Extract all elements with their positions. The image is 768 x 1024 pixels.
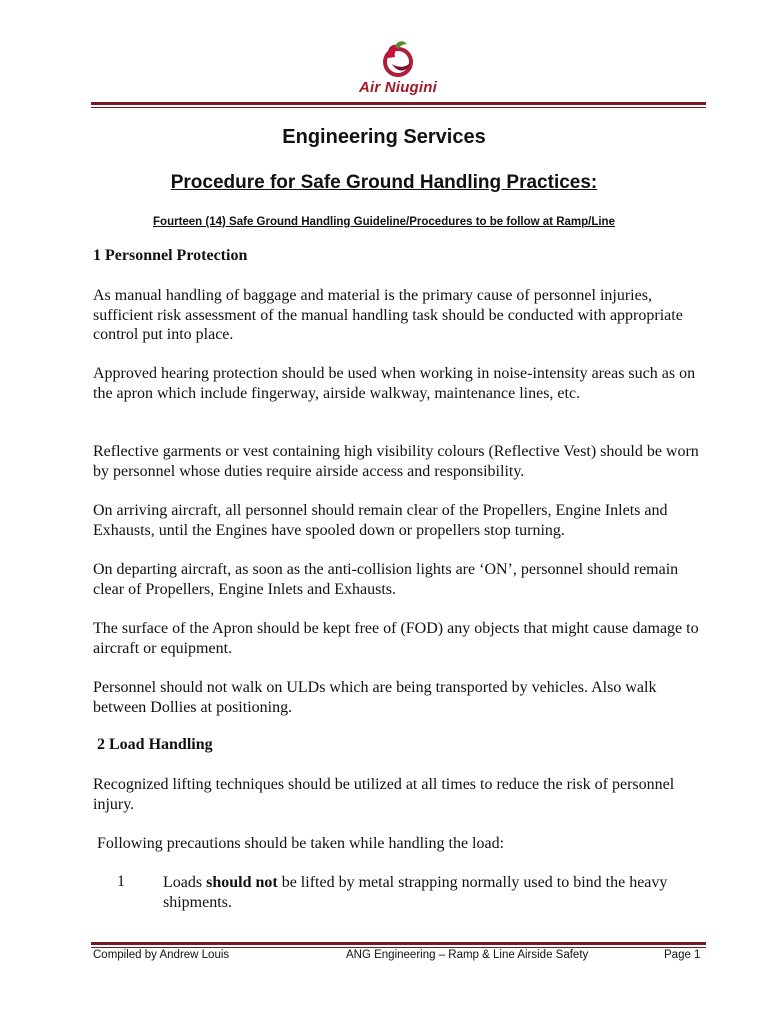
page-title: Engineering Services [282,126,486,148]
guideline-subtitle: Fourteen (14) Safe Ground Handling Guideline/Procedures to be follow at Ramp/Line [153,216,615,228]
footer-author: Compiled by Andrew Louis [93,949,230,961]
air-niugini-logo [340,38,450,102]
paragraph-ulds: Personnel should not walk on ULDs which are being transported by vehicles. Also walk between Dollies at positioning. [93,679,657,716]
section-heading-load-handling: 2 Load Handling [97,736,213,753]
paragraph-arriving-aircraft: On arriving aircraft, all personnel should remain clear of the Propellers, Engine Inlets and Exhausts, until the Engines have spooled down or propellers stop turning. [93,502,668,539]
paragraph-manual-handling: As manual handling of baggage and material is the primary cause of personnel injuries, sufficient risk assessment of the manual handling task should be conducted with appropriate control put into place. [93,287,683,343]
list-item-emphasis: should not [206,874,278,891]
footer-divider [91,942,706,948]
paragraph-hearing-protection: Approved hearing protection should be used when working in noise-intensity areas such as on the apron which include fingerway, airside walkway, maintenance lines, etc. [93,365,696,402]
section-heading-personnel: 1 Personnel Protection [93,247,248,264]
list-item-text-start: Loads [163,874,207,891]
paragraph-lifting-techniques: Recognized lifting techniques should be utilized at all times to reduce the risk of personnel injury. [93,776,675,813]
header-divider [91,102,706,108]
footer-page-number: Page 1 [664,949,701,961]
paragraph-apron-fod: The surface of the Apron should be kept free of (FOD) any objects that might cause damage to aircraft or equipment. [93,620,699,657]
footer-document-title: ANG Engineering – Ramp & Line Airside Safety [346,949,589,961]
paragraph-reflective-vest: Reflective garments or vest containing high visibility colours (Reflective Vest) should be worn by personnel whose duties require airside access and responsibility. [93,443,699,480]
list-item-text [163,873,708,912]
bird-of-paradise-icon [378,38,414,80]
list-item-text-end: be lifted by metal strapping normally used to bind the heavy shipments. [163,874,668,911]
procedure-title: Procedure for Safe Ground Handling Practices: [170,172,598,193]
list-item-number: 1 [117,873,125,890]
paragraph-precautions: Following precautions should be taken while handling the load: [97,835,505,852]
paragraph-departing-aircraft: On departing aircraft, as soon as the anti-collision lights are ‘ON’, personnel should remain clear of Propellers, Engine Inlets and Exhausts. [93,561,679,598]
logo-text: Air Niugini [358,79,438,96]
